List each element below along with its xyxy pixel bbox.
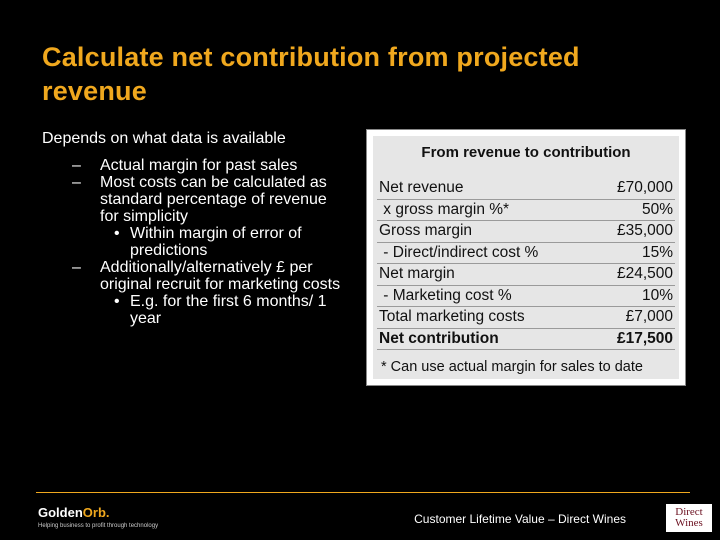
row-label: Net revenue: [379, 179, 464, 196]
bullet-item: [72, 157, 342, 174]
slide-body: [42, 130, 342, 327]
sub-bullet-list: [100, 293, 342, 327]
row-label: Net margin: [379, 265, 455, 282]
intro-text: Depends on what data is available: [42, 130, 286, 147]
row-label: Net contribution: [379, 329, 499, 347]
goldenorb-logo: [38, 506, 158, 530]
sub-bullet-item: • E.g. for the first 6 months/ 1 year: [102, 293, 342, 327]
logo-text-golden: Golden: [38, 505, 83, 520]
row-value: 15%: [641, 243, 673, 261]
row-value: 10%: [641, 286, 673, 304]
table-row: [377, 200, 675, 222]
table-panel: [373, 136, 679, 379]
row-label: x gross margin %*: [379, 200, 510, 218]
table-row: [377, 243, 675, 265]
logo-tagline: Helping business to profit through technology: [38, 523, 159, 529]
direct-wines-logo: Direct Wines: [666, 504, 712, 532]
row-value: £7,000: [625, 308, 673, 325]
row-label: - Direct/indirect cost %: [379, 243, 539, 261]
row-value: 50%: [641, 200, 673, 218]
table-row-total: [377, 329, 675, 351]
footer-divider: [36, 492, 690, 493]
logo-text-orb: Orb.: [82, 505, 110, 520]
bullet-text: Actual margin for past sales: [100, 157, 298, 174]
table-row: [377, 286, 675, 308]
bullet-text: Additionally/alternatively £ per original recruit for marketing costs: [100, 259, 341, 293]
row-label: Total marketing costs: [379, 308, 525, 325]
table-rows: [377, 178, 675, 350]
sub-bullet-item: • Within margin of error of predictions: [102, 225, 342, 259]
slide-title: Calculate net contribution from projected revenue: [42, 42, 580, 106]
row-value: £70,000: [616, 179, 673, 196]
bullet-item: [72, 174, 342, 259]
table-row: [377, 178, 675, 200]
row-value: £35,000: [616, 222, 673, 239]
bullet-item: [72, 259, 342, 327]
row-label: Gross margin: [379, 222, 473, 239]
footer-caption: Customer Lifetime Value – Direct Wines: [414, 512, 626, 526]
row-label: - Marketing cost %: [379, 286, 512, 304]
bullet-list: [42, 157, 342, 327]
row-value: £24,500: [616, 265, 673, 282]
table-row: [377, 307, 675, 329]
row-value: £17,500: [616, 329, 673, 347]
table-title: From revenue to contribution: [421, 144, 631, 161]
table-footnote: * Can use actual margin for sales to date: [381, 359, 643, 375]
table-row: [377, 221, 675, 243]
sub-bullet-list: [100, 225, 342, 259]
table-row: [377, 264, 675, 286]
contribution-table: [366, 129, 686, 386]
bullet-text: Most costs can be calculated as standard percentage of revenue for simplicity: [100, 174, 327, 225]
